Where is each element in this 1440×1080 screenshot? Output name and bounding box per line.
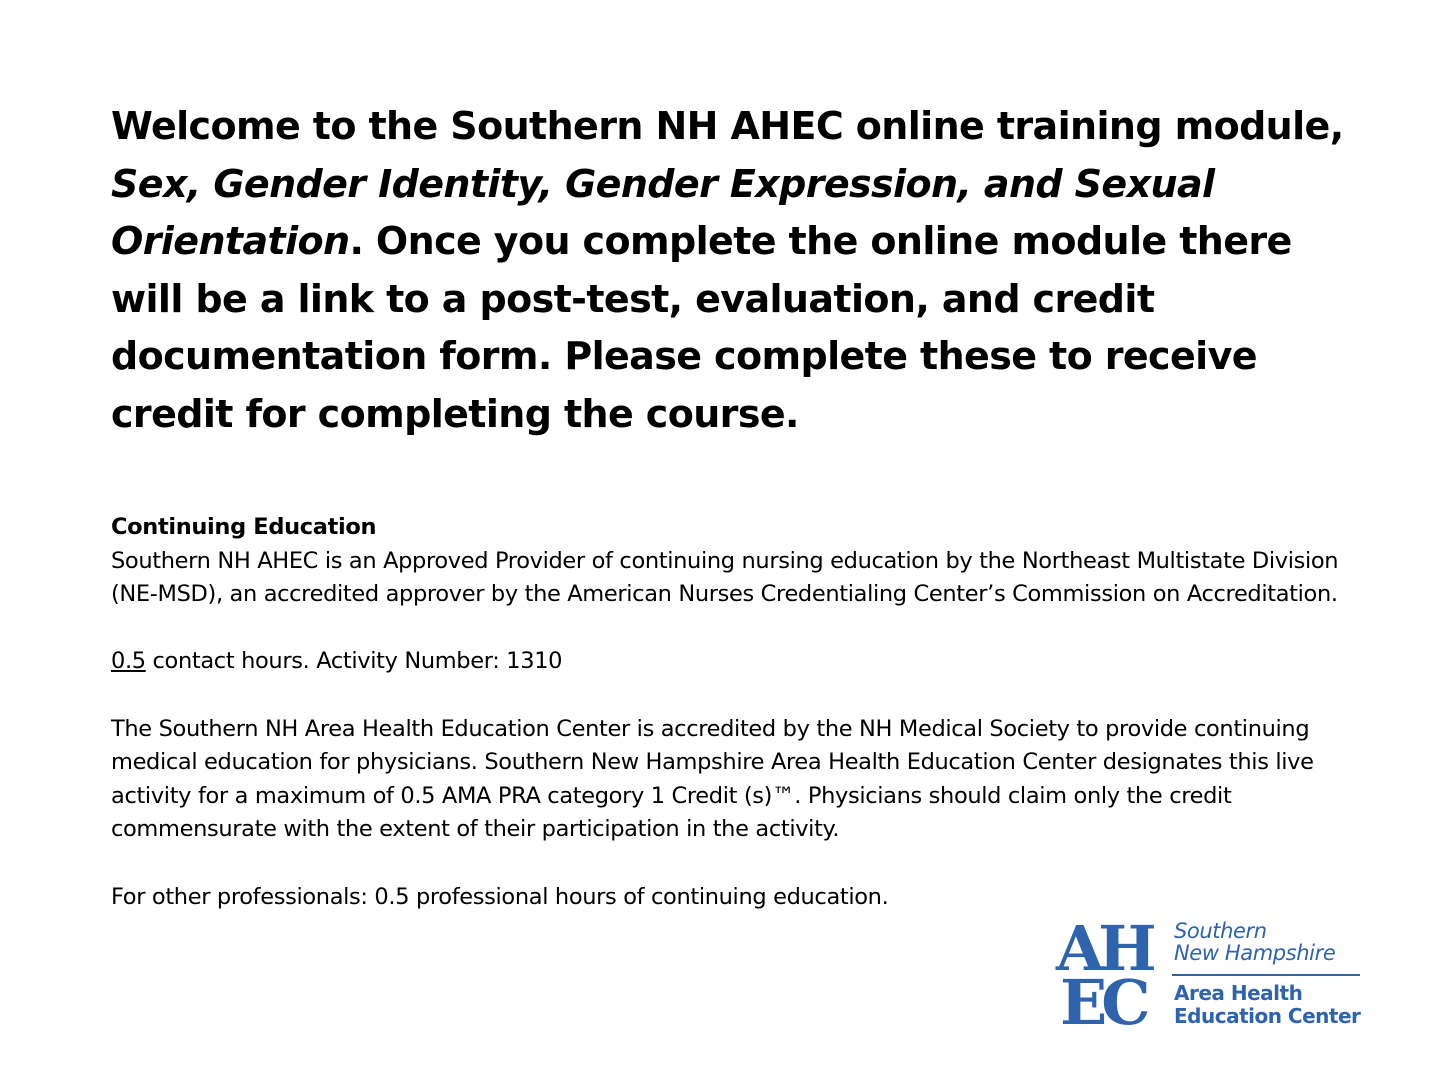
ahec-letters-mark <box>1056 912 1172 1039</box>
logo-org-text <box>1174 982 1360 1028</box>
spacer <box>111 847 1351 881</box>
other-professionals-statement: For other professionals: 0.5 professional hours of continuing education. <box>111 883 889 910</box>
spacer <box>111 612 1351 646</box>
logo-line-new-hampshire: New Hampshire <box>1174 941 1336 965</box>
provider-statement: Southern NH AHEC is an Approved Provider of continuing nursing education by the Northeast Multistate Division (NE-MSD), an accredited approver by the American Nurses Credentialing Center’s Commission on Accreditation. <box>111 547 1339 608</box>
logo-letters-bottom: EC <box>1060 966 1145 1039</box>
intro-text-part2: . Once you complete the online module there will be a link to a post-test, evaluation, and credit documentation form. Please complete these to receive credit for completing the course. <box>111 219 1292 436</box>
contact-hours-text: contact hours. Activity Number: 1310 <box>145 648 563 675</box>
intro-paragraph <box>111 98 1371 443</box>
logo-divider <box>1172 974 1360 976</box>
logo-letters-top: AH <box>1056 912 1151 985</box>
cme-statement: The Southern NH Area Health Education Center is accredited by the NH Medical Society to provide continuing medical education for physicians. Southern New Hampshire Area Health Education Center designates this live activity for a maximum of 0.5 AMA PRA category 1 Credit (s)™. Physicians should claim only the credit commensurate with the extent of their participation in the activity. <box>111 715 1314 843</box>
logo-region-text <box>1174 920 1335 964</box>
spacer <box>111 679 1351 713</box>
intro-text-part1: Welcome to the Southern NH AHEC online training module, <box>111 104 1344 148</box>
logo-line-area-health: Area Health <box>1174 981 1303 1005</box>
logo-line-southern: Southern <box>1174 919 1267 943</box>
continuing-education-heading: Continuing Education <box>111 514 377 540</box>
continuing-education-section <box>111 511 1351 914</box>
logo-line-education-center: Education Center <box>1174 1004 1361 1028</box>
contact-hours-line <box>111 645 1351 679</box>
module-title: Sex, Gender Identity, Gender Expression, and Sexual Orientation <box>111 161 1215 263</box>
ahec-logo <box>1056 912 1366 1039</box>
contact-hours-value: 0.5 <box>111 648 146 675</box>
